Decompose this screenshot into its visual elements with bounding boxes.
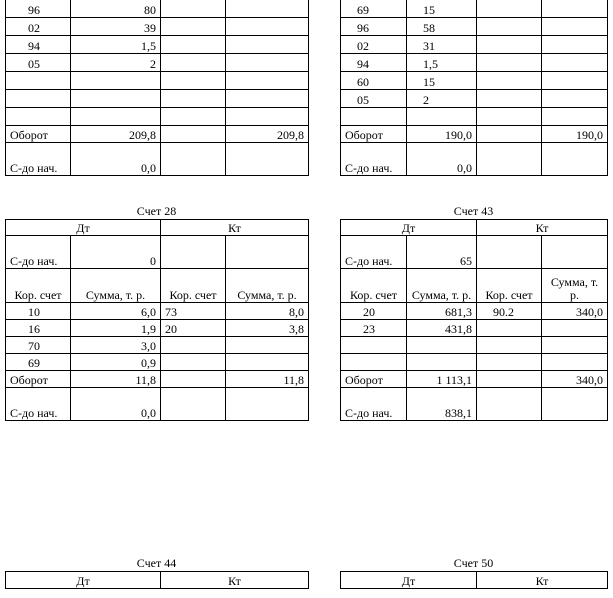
table-row	[341, 337, 608, 354]
turnover-row	[341, 126, 608, 143]
turnover-credit: 11,8	[226, 371, 309, 388]
corr-account-cell	[161, 72, 226, 90]
opening-balance-label: С-до нач.	[341, 236, 407, 269]
account-28-table	[5, 219, 309, 421]
account-28-title: Счет 28	[136, 204, 177, 218]
amount-cell: 2	[407, 90, 477, 108]
balance-label: С-до нач.	[6, 143, 71, 176]
empty-cell	[477, 143, 542, 176]
amount-cell	[71, 108, 161, 126]
table-row	[6, 54, 309, 72]
credit-amount-cell	[542, 354, 608, 371]
table-row	[6, 0, 309, 18]
empty-cell	[226, 143, 309, 176]
corr-account-cell	[161, 354, 226, 371]
corr-account-cell: 02	[6, 18, 71, 36]
corr-account-cell: 20	[341, 303, 407, 320]
account-28-block	[5, 204, 308, 426]
corr-account-cell	[6, 108, 71, 126]
empty-cell	[226, 236, 309, 269]
corr-account-cell: 70	[6, 337, 71, 354]
turnover-credit: 209,8	[226, 126, 309, 143]
corr-account-cell: 16	[6, 320, 71, 337]
debit-amount-cell	[407, 337, 477, 354]
amount-cell	[542, 72, 608, 90]
amount-cell: 31	[407, 36, 477, 54]
amount-cell	[226, 108, 309, 126]
amount-cell: 58	[407, 18, 477, 36]
corr-account-cell: 96	[341, 18, 407, 36]
amount-cell	[226, 54, 309, 72]
debit-amount-cell: 1,9	[71, 320, 161, 337]
corr-account-header: Кор. счет	[161, 269, 226, 303]
sum-header: Сумма, т. р.	[71, 269, 161, 303]
table-row	[6, 337, 309, 354]
amount-cell	[542, 54, 608, 72]
turnover-debit: 209,8	[71, 126, 161, 143]
credit-amount-cell	[226, 354, 309, 371]
credit-amount-cell: 340,0	[542, 303, 608, 320]
table-row	[341, 18, 608, 36]
debit-header: Дт	[6, 220, 161, 236]
table-row	[6, 72, 309, 90]
corr-account-header: Кор. счет	[341, 269, 407, 303]
empty-cell	[477, 126, 542, 143]
amount-cell	[226, 90, 309, 108]
credit-amount-cell: 8,0	[226, 303, 309, 320]
balance-value: 0,0	[407, 143, 477, 176]
amount-cell	[407, 108, 477, 126]
balance-row	[6, 143, 309, 176]
table-row	[341, 54, 608, 72]
corr-account-cell	[161, 108, 226, 126]
top-left-table	[5, 0, 309, 176]
balance-label: С-до нач.	[341, 143, 407, 176]
account-44-block	[5, 556, 308, 598]
table-row	[6, 90, 309, 108]
table-row	[341, 320, 608, 337]
corr-account-cell	[477, 354, 542, 371]
turnover-credit: 190,0	[542, 126, 608, 143]
opening-balance-value: 65	[407, 236, 477, 269]
account-43-title: Счет 43	[453, 204, 494, 218]
corr-account-cell	[6, 90, 71, 108]
credit-amount-cell	[542, 337, 608, 354]
empty-cell	[477, 371, 542, 388]
balance-value: 0,0	[71, 143, 161, 176]
amount-cell: 2	[71, 54, 161, 72]
table-row	[6, 354, 309, 371]
corr-account-cell: 73	[161, 303, 226, 320]
top-right-ledger	[340, 0, 607, 186]
empty-cell	[477, 236, 542, 269]
turnover-label: Оборот	[6, 371, 71, 388]
turnover-debit: 11,8	[71, 371, 161, 388]
closing-balance-value: 838,1	[407, 388, 477, 421]
amount-cell	[542, 36, 608, 54]
credit-header: Кт	[161, 572, 309, 589]
corr-account-cell: 20	[161, 320, 226, 337]
balance-row	[341, 143, 608, 176]
corr-account-cell	[477, 36, 542, 54]
account-50-table	[340, 571, 608, 589]
corr-account-cell	[477, 320, 542, 337]
turnover-label: Оборот	[6, 126, 71, 143]
credit-header: Кт	[161, 220, 309, 236]
amount-cell	[542, 18, 608, 36]
amount-cell	[542, 0, 608, 18]
corr-account-cell: 23	[341, 320, 407, 337]
debit-amount-cell: 0,9	[71, 354, 161, 371]
turnover-debit: 1 113,1	[407, 371, 477, 388]
corr-account-cell	[477, 18, 542, 36]
corr-account-cell	[161, 54, 226, 72]
table-row	[341, 354, 608, 371]
corr-account-cell: 96	[6, 0, 71, 18]
corr-account-cell	[477, 90, 542, 108]
amount-cell: 80	[71, 0, 161, 18]
corr-account-cell: 02	[341, 36, 407, 54]
corr-account-cell	[477, 72, 542, 90]
table-row	[6, 303, 309, 320]
corr-account-cell	[477, 54, 542, 72]
turnover-row	[6, 126, 309, 143]
amount-cell	[226, 18, 309, 36]
debit-header: Дт	[341, 220, 477, 236]
table-row	[341, 108, 608, 126]
account-44-table	[5, 571, 309, 589]
empty-cell	[161, 236, 226, 269]
amount-cell: 1,5	[71, 36, 161, 54]
account-50-title: Счет 50	[453, 556, 494, 570]
debit-header: Дт	[341, 572, 477, 589]
debit-amount-cell	[407, 354, 477, 371]
corr-account-cell: 94	[6, 36, 71, 54]
amount-cell	[542, 90, 608, 108]
empty-cell	[161, 126, 226, 143]
amount-cell: 1,5	[407, 54, 477, 72]
account-50-block	[340, 556, 607, 598]
corr-account-cell	[161, 90, 226, 108]
table-row	[341, 0, 608, 18]
account-44-title: Счет 44	[136, 556, 177, 570]
debit-amount-cell: 431,8	[407, 320, 477, 337]
credit-amount-cell	[226, 337, 309, 354]
sum-header: Сумма, т. р.	[407, 269, 477, 303]
corr-account-cell	[161, 36, 226, 54]
corr-account-cell: 69	[6, 354, 71, 371]
top-right-table	[340, 0, 608, 176]
amount-cell	[226, 0, 309, 18]
amount-cell: 39	[71, 18, 161, 36]
closing-balance-label: С-до нач.	[6, 388, 71, 421]
corr-account-cell	[161, 18, 226, 36]
amount-cell	[71, 72, 161, 90]
corr-account-cell: 90.2	[477, 303, 542, 320]
debit-header: Дт	[6, 572, 161, 589]
corr-account-cell: 60	[341, 72, 407, 90]
sum-header: Сумма, т. р.	[226, 269, 309, 303]
credit-amount-cell: 3,8	[226, 320, 309, 337]
top-left-ledger	[5, 0, 308, 186]
empty-cell	[477, 388, 542, 421]
account-43-table	[340, 219, 608, 421]
corr-account-cell	[477, 108, 542, 126]
empty-cell	[542, 388, 608, 421]
empty-cell	[542, 236, 608, 269]
table-row	[6, 108, 309, 126]
table-row	[341, 36, 608, 54]
corr-account-cell	[161, 0, 226, 18]
turnover-label: Оборот	[341, 371, 407, 388]
credit-amount-cell	[542, 320, 608, 337]
closing-balance-value: 0,0	[71, 388, 161, 421]
opening-balance-value: 0	[71, 236, 161, 269]
credit-header: Кт	[477, 220, 608, 236]
amount-cell	[71, 90, 161, 108]
amount-cell: 15	[407, 0, 477, 18]
turnover-debit: 190,0	[407, 126, 477, 143]
corr-account-cell: 10	[6, 303, 71, 320]
table-row	[341, 72, 608, 90]
empty-cell	[161, 371, 226, 388]
account-43-block	[340, 204, 607, 426]
corr-account-header: Кор. счет	[6, 269, 71, 303]
amount-cell: 15	[407, 72, 477, 90]
table-row	[6, 320, 309, 337]
empty-cell	[226, 388, 309, 421]
debit-amount-cell: 3,0	[71, 337, 161, 354]
table-row	[6, 18, 309, 36]
amount-cell	[542, 108, 608, 126]
sum-header: Сумма, т. р.	[542, 269, 608, 303]
empty-cell	[161, 388, 226, 421]
corr-account-cell: 05	[6, 54, 71, 72]
amount-cell	[226, 36, 309, 54]
empty-cell	[542, 143, 608, 176]
corr-account-cell: 69	[341, 0, 407, 18]
empty-cell	[161, 143, 226, 176]
corr-account-cell	[341, 337, 407, 354]
credit-header: Кт	[477, 572, 608, 589]
corr-account-cell	[477, 337, 542, 354]
turnover-credit: 340,0	[542, 371, 608, 388]
corr-account-cell	[161, 337, 226, 354]
corr-account-cell	[477, 0, 542, 18]
corr-account-cell: 05	[341, 90, 407, 108]
turnover-label: Оборот	[341, 126, 407, 143]
corr-account-cell	[341, 354, 407, 371]
amount-cell	[226, 72, 309, 90]
corr-account-cell	[6, 72, 71, 90]
closing-balance-label: С-до нач.	[341, 388, 407, 421]
corr-account-cell: 94	[341, 54, 407, 72]
table-row	[6, 36, 309, 54]
opening-balance-label: С-до нач.	[6, 236, 71, 269]
table-row	[341, 90, 608, 108]
debit-amount-cell: 6,0	[71, 303, 161, 320]
table-row	[341, 303, 608, 320]
debit-amount-cell: 681,3	[407, 303, 477, 320]
corr-account-header: Кор. счет	[477, 269, 542, 303]
corr-account-cell	[341, 108, 407, 126]
